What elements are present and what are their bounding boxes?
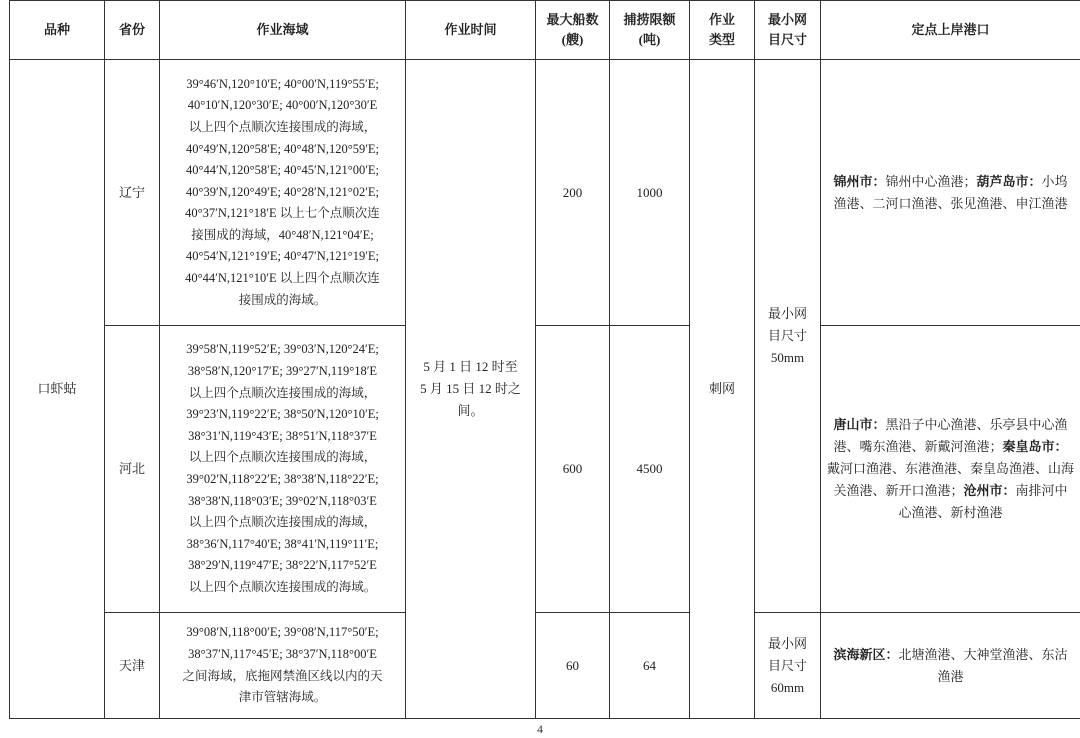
boats-cell: 200 [536,60,610,326]
area-line: 40°39′N,120°49′E; 40°28′N,121°02′E; [185,184,380,199]
mesh-cell-shared [755,60,821,613]
area-line: 38°29′N,119°47′E; 38°22′N,117°52′E [188,558,377,573]
area-line: 40°10′N,120°30′E; 40°00′N,120°30′E [187,98,378,113]
mesh-line: 最小网 [767,306,807,321]
header-quota [610,1,690,60]
area-line: 以上四个点顺次连接围成的海域， [188,119,377,134]
area-line: 38°36′N,117°40′E; 38°41′N,119°11′E; [186,536,379,551]
province-cell: 河北 [105,326,160,613]
port-list: 南排河中心渔港、新村渔港 [898,483,1068,520]
area-line: 之间海域，底拖网禁渔区线以内的天 [182,668,383,683]
page-number: 4 [537,722,543,736]
time-line: 5 月 1 日 12 时至 [423,359,518,374]
port-list: 戴河口渔港、东港渔港、秦皇岛渔港、山海关渔港、新开口渔港； [827,461,1075,498]
area-line: 津市管辖海域。 [238,690,327,705]
port-cell [821,60,1080,326]
table-row [10,60,1080,326]
mesh-line: 60mm [770,679,805,695]
port-city: 沧州市： [963,483,1016,498]
time-line: 间。 [457,403,484,418]
header-type [690,1,755,60]
province-cell: 辽宁 [105,60,160,326]
port-list: 黑沿子中心渔港、乐亭县中心渔港、嘴东渔港、新戴河渔港； [833,417,1068,454]
gear-type-cell: 刺网 [690,60,755,719]
header-province: 省份 [105,1,160,60]
header-boats-line1: 最大船数 [546,12,599,27]
province-cell: 天津 [105,613,160,719]
area-line: 38°37′N,117°45′E; 38°37′N,118°00′E [188,646,377,661]
area-line: 39°23′N,119°22′E; 38°50′N,120°10′E; [186,407,379,422]
quota-cell: 4500 [610,326,690,613]
table-row [10,613,1080,719]
header-boats-line2: (艘) [561,32,584,47]
boats-cell: 60 [536,613,610,719]
time-cell [406,60,536,719]
port-cell [821,326,1080,613]
species-cell: 口虾蛄 [10,60,105,719]
port-cell [821,613,1080,719]
area-line: 39°46′N,120°10′E; 40°00′N,119°55′E; [186,76,379,91]
port-city: 葫芦岛市： [976,173,1042,189]
area-line: 40°44′N,120°58′E; 40°45′N,121°00′E; [185,163,380,178]
header-port: 定点上岸港口 [821,1,1080,60]
area-line: 38°58′N,120°17′E; 39°27′N,119°18′E [187,364,378,379]
area-line: 以上四个点顺次连接围成的海域， [188,450,377,465]
mesh-cell [755,613,821,719]
area-line: 接围成的海域。 [238,292,327,307]
mesh-line: 目尺寸 [767,328,807,343]
port-city: 锦州市： [833,173,886,189]
area-cell [160,326,406,613]
port-list: 锦州中心渔港； [885,173,977,189]
area-line: 40°49′N,120°58′E; 40°48′N,120°59′E; [185,141,380,156]
port-list: 北塘渔港、大神堂渔港、东沽渔港 [898,646,1068,684]
header-boats [536,1,610,60]
area-line: 39°08′N,118°00′E; 39°08′N,117°50′E; [186,625,379,640]
port-city: 唐山市： [833,417,886,432]
area-line: 40°44′N,121°10′E 以上四个点顺次连 [185,271,380,286]
port-list: 小坞渔港、二河口渔港、张见渔港、申江渔港 [833,173,1068,211]
area-line: 38°38′N,118°03′E; 39°02′N,118°03′E [188,493,377,508]
area-cell [160,613,406,719]
area-line: 39°02′N,118°22′E; 38°38′N,118°22′E; [186,472,379,486]
header-quota-line2: (吨) [638,32,661,47]
port-city: 秦皇岛市： [1002,439,1068,454]
header-mesh [755,1,821,60]
fishing-table [9,0,1080,719]
area-line: 39°58′N,119°52′E; 39°03′N,120°24′E; [186,342,379,357]
mesh-line: 最小网 [767,635,807,651]
header-species: 品种 [10,1,105,60]
mesh-line: 目尺寸 [767,657,807,673]
header-row [10,1,1080,60]
quota-cell: 1000 [610,60,690,326]
area-line: 接围成的海域，40°48′N,121°04′E; [191,227,374,242]
header-time: 作业时间 [406,1,536,60]
area-line: 以上四个点顺次连接围成的海域， [188,515,377,530]
header-mesh-line2: 目尺寸 [767,32,807,47]
area-cell [160,60,406,326]
header-mesh-line1: 最小网 [767,12,807,27]
header-area: 作业海域 [160,1,406,60]
header-quota-line1: 捕捞限额 [623,12,676,27]
mesh-line: 50mm [770,350,805,365]
area-line: 40°54′N,121°19′E; 40°47′N,121°19′E; [185,249,380,264]
boats-cell: 600 [536,326,610,613]
area-line: 以上四个点顺次连接围成的海域， [188,385,377,400]
time-line: 5 月 15 日 12 时之 [420,381,521,396]
quota-cell: 64 [610,613,690,719]
table-row [10,326,1080,613]
area-line: 以上四个点顺次连接围成的海域。 [188,579,377,594]
area-line: 40°37′N,121°18′E 以上七个点顺次连 [185,206,380,221]
area-line: 38°31′N,119°43′E; 38°51′N,118°37′E [188,428,377,443]
header-type-line2: 类型 [708,32,735,47]
port-city: 滨海新区： [833,646,899,662]
header-type-line1: 作业 [708,12,735,27]
